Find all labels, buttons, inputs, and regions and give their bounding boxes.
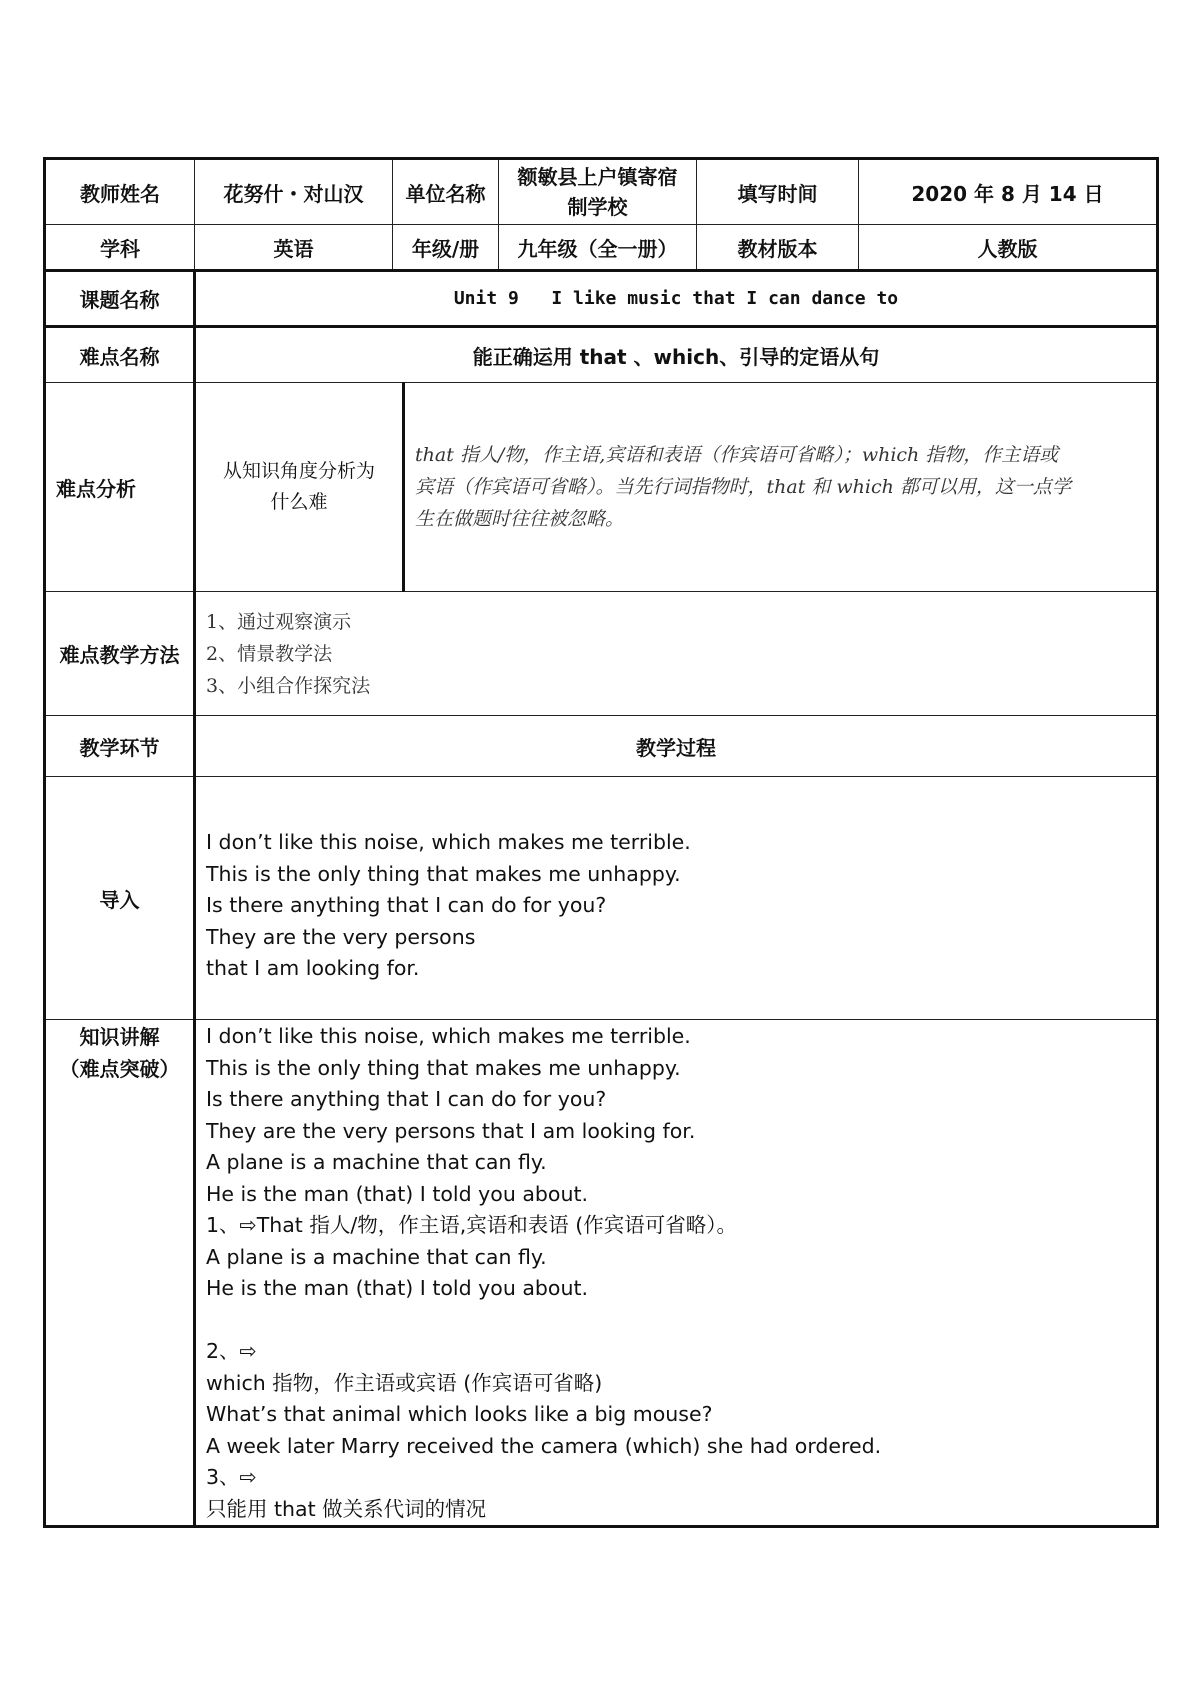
knowledge-line: I don’t like this noise, which makes me terrible. bbox=[206, 1024, 691, 1048]
intro-line: that I am looking for. bbox=[206, 956, 420, 981]
intro-content bbox=[195, 777, 1158, 1020]
teaching-process-label: 教学过程 bbox=[195, 716, 1158, 777]
analysis-sublabel-line: 从知识角度分析为 bbox=[222, 460, 375, 482]
analysis-line: 生在做题时往往被忽略。 bbox=[415, 508, 625, 530]
knowledge-blank-line bbox=[206, 1305, 1146, 1337]
knowledge-rule-number: 2、⇨ bbox=[206, 1339, 257, 1363]
textbook-edition-value: 人教版 bbox=[859, 225, 1158, 271]
knowledge-rule-which: which 指物，作主语或宾语 (作宾语可省略) bbox=[206, 1370, 603, 1395]
intro-line: This is the only thing that makes me unhappy. bbox=[206, 861, 681, 886]
textbook-edition-label: 教材版本 bbox=[697, 225, 859, 271]
teaching-method-item: 3、小组合作探究法 bbox=[206, 674, 371, 697]
unit-name-label: 单位名称 bbox=[393, 159, 499, 225]
analysis-sublabel bbox=[195, 383, 404, 592]
teaching-method-item: 1、通过观察演示 bbox=[206, 610, 352, 633]
knowledge-line: This is the only thing that makes me unhappy. bbox=[206, 1055, 681, 1080]
knowledge-line: He is the man (that) I told you about. bbox=[206, 1276, 588, 1300]
unit-name-line: 额敏县上户镇寄宿 bbox=[517, 165, 678, 189]
fill-date-label: 填写时间 bbox=[697, 159, 859, 225]
lesson-plan-table bbox=[43, 157, 1159, 1528]
grade-value: 九年级（全一册） bbox=[499, 225, 697, 271]
subject-value: 英语 bbox=[195, 225, 393, 271]
difficulty-value: 能正确运用 that 、which、引导的定语从句 bbox=[195, 327, 1158, 383]
knowledge-line: What’s that animal which looks like a big mouse? bbox=[206, 1402, 713, 1426]
unit-name-value bbox=[499, 159, 697, 225]
teaching-method-label: 难点教学方法 bbox=[45, 592, 195, 716]
teaching-method-list bbox=[195, 592, 1158, 716]
knowledge-line: A plane is a machine that can fly. bbox=[206, 1150, 547, 1174]
knowledge-content bbox=[195, 1020, 1158, 1527]
analysis-content bbox=[404, 383, 1158, 592]
knowledge-line: Is there anything that I can do for you? bbox=[206, 1087, 607, 1111]
lesson-plan-document bbox=[43, 157, 1156, 1528]
knowledge-label-line: 知识讲解 bbox=[79, 1025, 160, 1049]
analysis-sublabel-line: 什么难 bbox=[270, 491, 328, 513]
knowledge-rule-number: 3、⇨ bbox=[206, 1465, 257, 1489]
intro-line: I don’t like this noise, which makes me terrible. bbox=[206, 830, 691, 855]
intro-line: They are the very persons bbox=[206, 924, 476, 949]
topic-label: 课题名称 bbox=[45, 271, 195, 327]
analysis-line: 宾语（作宾语可省略）。当先行词指物时，that 和 which 都可以用，这一点学 bbox=[415, 476, 1071, 498]
unit-name-line: 制学校 bbox=[567, 195, 628, 219]
grade-label: 年级/册 bbox=[393, 225, 499, 271]
teaching-method-item: 2、情景教学法 bbox=[206, 642, 333, 665]
analysis-label: 难点分析 bbox=[45, 383, 195, 592]
intro-label: 导入 bbox=[45, 777, 195, 1020]
teacher-name-value: 花努什・对山汉 bbox=[195, 159, 393, 225]
teacher-name-label: 教师姓名 bbox=[45, 159, 195, 225]
knowledge-rule-that: 1、⇨That 指人/物，作主语,宾语和表语 (作宾语可省略）。 bbox=[206, 1213, 738, 1237]
analysis-line: that 指人/物，作主语,宾语和表语（作宾语可省略）；which 指物，作主语或 bbox=[415, 444, 1059, 466]
teaching-stage-label: 教学环节 bbox=[45, 716, 195, 777]
knowledge-line: He is the man (that) I told you about. bbox=[206, 1181, 588, 1206]
knowledge-line: A week later Marry received the camera (which) she had ordered. bbox=[206, 1433, 882, 1458]
knowledge-rule-only-that: 只能用 that 做关系代词的情况 bbox=[206, 1496, 487, 1521]
intro-line: Is there anything that I can do for you? bbox=[206, 893, 607, 918]
topic-value: Unit 9 I like music that I can dance to bbox=[195, 271, 1158, 327]
difficulty-label: 难点名称 bbox=[45, 327, 195, 383]
knowledge-line: They are the very persons that I am looking for. bbox=[206, 1118, 696, 1143]
subject-label: 学科 bbox=[45, 225, 195, 271]
knowledge-label bbox=[45, 1020, 195, 1527]
knowledge-line: A plane is a machine that can fly. bbox=[206, 1244, 547, 1269]
knowledge-label-line: （难点突破） bbox=[59, 1056, 180, 1081]
fill-date-value: 2020 年 8 月 14 日 bbox=[859, 159, 1158, 225]
